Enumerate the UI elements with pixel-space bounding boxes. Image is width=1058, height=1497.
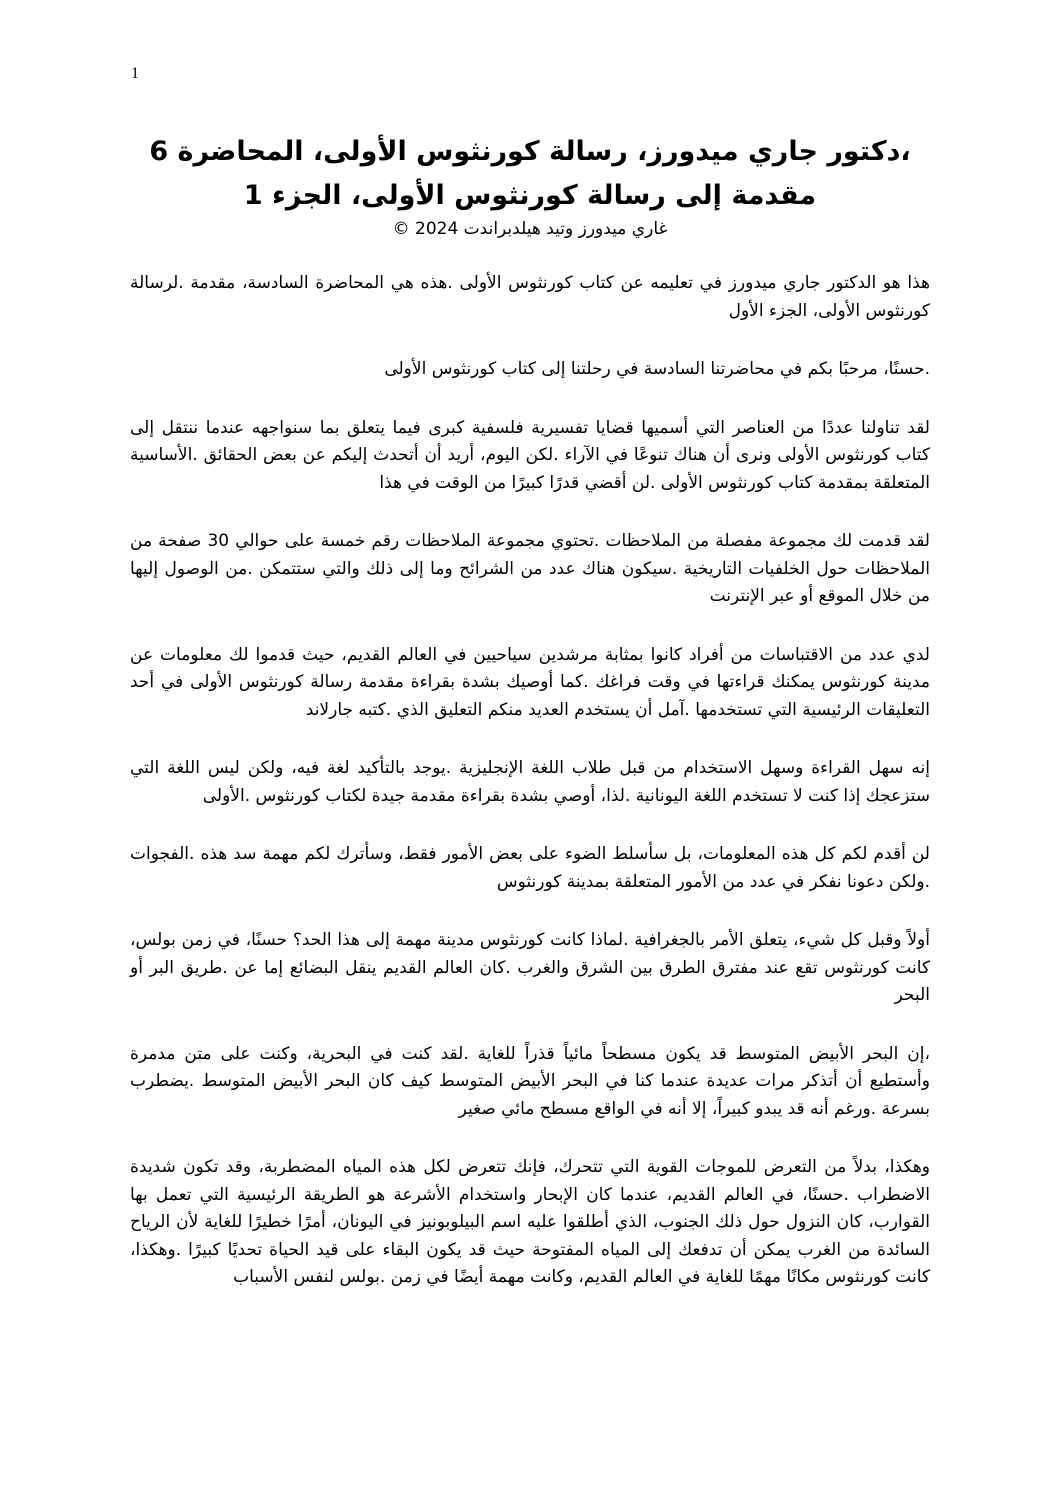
copyright-line: غاري ميدورز وتيد هيلدبراندت 2024 © (392, 219, 668, 239)
page-number: 1 (131, 65, 139, 82)
paragraph-1: هذا هو الدكتور جاري ميدورز في تعليمه عن كتاب كورنثوس الأولى .هذه هي المحاضرة السادسة، مقدمة .لرسالة كورنثوس الأولى، الجزء الأول (130, 273, 930, 321)
paragraph-4: لقد قدمت لك مجموعة مفصلة من الملاحظات .تحتوي مجموعة الملاحظات رقم خمسة على حوالي 30 صفحة من الملاحظات حول الخلفيات التاريخية .سيكون هناك عدد من الشرائح وما إلى ذلك والتي ستتمكن .من الوصول إليها من خلال الموقع أو عبر الإنترنت (130, 531, 930, 606)
paragraph-9: ،إن البحر الأبيض المتوسط قد يكون مسطحاً مائياً قذراً للغاية .لقد كنت في البحرية، وكنت على متن مدمرة وأستطيع أن أتذكر مرات عديدة عندما كنا في البحر الأبيض المتوسط كيف كان البحر الأبيض المتوسط .يضطرب بسرعة .ورغم أنه قد يبدو كبيراً، إلا أنه في الواقع مسطح مائي صغير (130, 1043, 930, 1119)
paragraph-8: أولاً وقبل كل شيء، يتعلق الأمر بالجغرافية .لماذا كانت كورنثوس مدينة مهمة إلى هذا الحد؟ حسنًا، في زمن بولس، كانت كورنثوس تقع عند مفترق الطرق بين الشرق والغرب .كان العالم القديم ينقل البضائع إما عن .طريق البر أو البحر (130, 930, 930, 1005)
paragraph-10: وهكذا، بدلاً من التعرض للموجات القوية التي تتحرك، فإنك تتعرض لكل هذه المياه المضطربة، وقد تكون شديدة الاضطراب .حسنًا، في العالم القديم، عندما كان الإبحار واستخدام الأشرعة هو الطريقة الرئيسية التي تعمل بها القوارب، كان النزول حول ذلك الجنوب، الذي أطلقوا عليه اسم البيلوبونيز في اليونان، أمرًا خطيرًا للغاية لأن الرياح السائدة من الغرب يمكن أن تدفعك إلى المياه المفتوحة حيث قد يكون البقاء على قيد الحياة تحديًا كبيرًا .وهكذا، كانت كورنثوس مكانًا مهمًا للغاية في العالم القديم، وكانت مهمة أيضًا في زمن .بولس لنفس الأسباب (130, 1157, 930, 1287)
document-header (130, 130, 930, 240)
title-line-1: ،دكتور جاري ميدورز، رسالة كورنثوس الأولى، المحاضرة 6 (149, 136, 911, 167)
paragraph-6: إنه سهل القراءة وسهل الاستخدام من قبل طلاب اللغة الإنجليزية .يوجد بالتأكيد لغة فيه، ولكن ليس اللغة التي ستزعجك إذا كنت لا تستخدم اللغة اليونانية .لذا، أوصي بشدة بقراءة مقدمة جيدة لكتاب كورنثوس .الأولى (130, 758, 930, 806)
paragraph-5: لدي عدد من الاقتباسات من أفراد كانوا بمثابة مرشدين سياحيين في العالم القديم، حيث قدموا لك معلومات عن مدينة كورنثوس يمكنك قراءتها في وقت فراغك .كما أوصيك بشدة بقراءة مقدمة رسالة كورنثوس الأولى في أحد التعليقات الرئيسية التي تستخدمها .آمل أن يستخدم العديد منكم التعليق الذي .كتبه جارلاند (130, 644, 930, 720)
paragraph-2: .حسنًا، مرحبًا بكم في محاضرتنا السادسة في رحلتنا إلى كتاب كورنثوس الأولى (384, 359, 930, 379)
paragraph-3: لقد تناولنا عددًا من العناصر التي أسميها قضايا تفسيرية فلسفية كبرى فيما يتعلق بما سنواجهه عندما ننتقل إلى كتاب كورنثوس الأولى ونرى أن هناك تنوعًا في الآراء .لكن اليوم، أريد أن أتحدث إليكم عن بعض الحقائق .الأساسية المتعلقة بمقدمة كتاب كورنثوس الأولى .لن أقضي قدرًا كبيرًا من الوقت في هذا (130, 417, 930, 493)
title-line-2: مقدمة إلى رسالة كورنثوس الأولى، الجزء 1 (243, 180, 817, 211)
document-body (130, 270, 930, 1323)
paragraph-7: لن أقدم لكم كل هذه المعلومات، بل سأسلط الضوء على بعض الأمور فقط، وسأترك لكم مهمة سد هذه .الفجوات .ولكن دعونا نفكر في عدد من الأمور المتعلقة بمدينة كورنثوس (130, 844, 930, 892)
